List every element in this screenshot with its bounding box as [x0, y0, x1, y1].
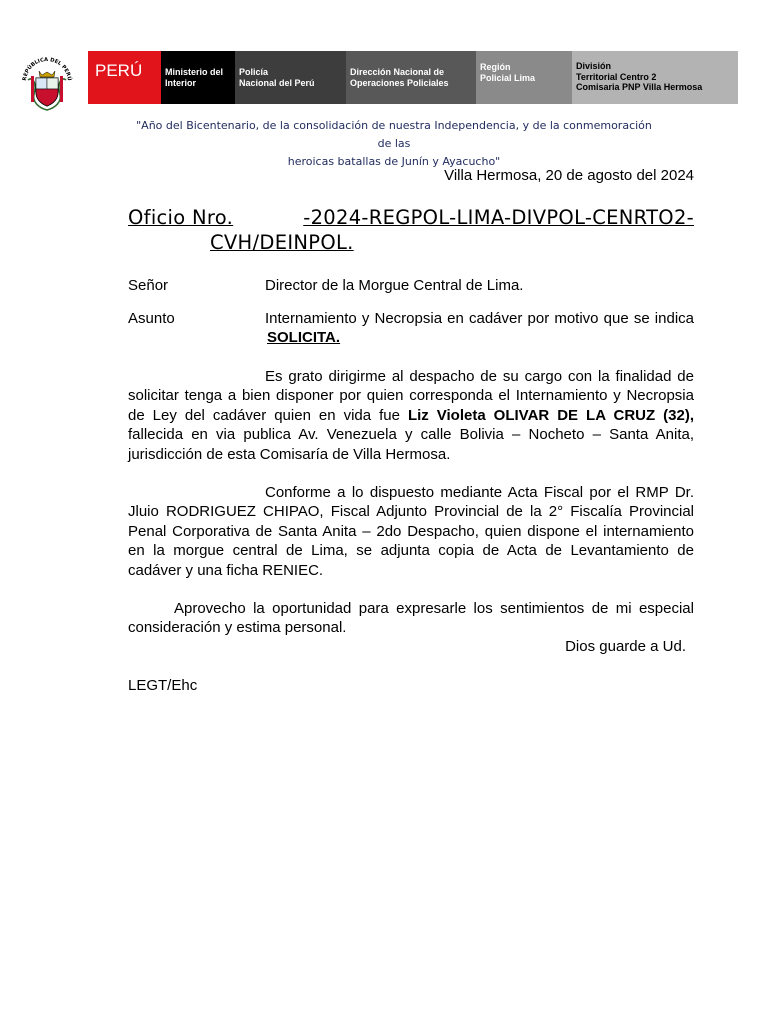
asunto-text: Internamiento y Necropsia en cadáver por motivo que se indica — [265, 310, 694, 327]
header-division-line3: Comisaria PNP Villa Hermosa — [576, 82, 703, 92]
body-paragraph-2 — [128, 483, 694, 580]
header-ministerio-line2: Interior — [165, 77, 197, 88]
body-paragraph-3 — [128, 599, 694, 638]
header-peru-block — [88, 51, 161, 104]
header-ministerio-line1: Ministerio del — [165, 67, 224, 77]
header-division-line2: Territorial Centro 2 — [576, 71, 657, 82]
header-direccion-line1: Dirección Nacional de — [350, 67, 445, 77]
slogan-line2: heroicas batallas de Junín y Ayacucho" — [287, 155, 501, 168]
senor-label: Señor — [128, 277, 169, 294]
closing-line: Dios guarde a Ud. — [565, 638, 686, 655]
header-peru-label: PERÚ — [95, 61, 143, 80]
body-paragraph-1 — [128, 367, 694, 464]
header-policia-block — [235, 51, 346, 104]
p1-text-b: fallecida en via publica Av. Venezuela y calle Bolivia – Nocheto – Santa Anita, jurisdicción de esta Comisaría de Villa Hermosa. — [128, 426, 694, 463]
header-region-line1: Región — [480, 62, 511, 72]
oficio-number-part1: -2024-REGPOL-LIMA-DIVPOL-CENRTO2- — [303, 206, 694, 229]
oficio-number — [128, 205, 694, 255]
asunto-value — [265, 309, 694, 348]
seal-text: REPÚBLICA DEL PERÚ — [21, 56, 73, 82]
asunto-action: SOLICITA. — [267, 329, 341, 347]
oficio-label: Oficio Nro. — [128, 206, 234, 229]
p1-text-a: Es grato dirigirme al despacho de su cargo con la finalidad de solicitar tenga a bien disponer por quien corresponda el Internamiento y Necropsia de Ley del cadáver quien en vida fue — [128, 368, 694, 424]
header-division-block — [572, 51, 738, 104]
header-direccion-block — [346, 51, 476, 104]
reference-initials: LEGT/Ehc — [128, 677, 198, 694]
header-region-block — [476, 51, 572, 104]
oficio-number-part2: CVH/DEINPOL. — [210, 231, 354, 254]
year-slogan — [128, 117, 660, 171]
header-ministerio-block — [161, 51, 235, 104]
date-line: Villa Hermosa, 20 de agosto del 2024 — [444, 167, 694, 184]
p2-text: Conforme a lo dispuesto mediante Acta Fiscal por el RMP Dr. Jluio RODRIGUEZ CHIPAO, Fiscal Adjunto Provincial de la 2° Fiscalía Provincial Penal Corporativa de Santa Anita – 2do Despacho, quien dispone el internamiento en la morgue central de Lima, se adjunta copia de Acta de Levantamiento de cadáver y una ficha RENIEC. — [128, 484, 694, 579]
senor-value: Director de la Morgue Central de Lima. — [265, 277, 524, 294]
header-division-line1: División — [576, 61, 612, 71]
deceased-name: Liz Violeta OLIVAR DE LA CRUZ (32), — [407, 406, 694, 424]
p3-text: Aprovecho la oportunidad para expresarle los sentimientos de mi especial consideración y estima personal. — [128, 600, 694, 637]
header-region-line2: Policial Lima — [480, 72, 536, 83]
header-direccion-line2: Operaciones Policiales — [350, 77, 449, 88]
peru-coat-of-arms-seal — [18, 52, 76, 114]
svg-text:REPÚBLICA DEL PERÚ — [22, 57, 73, 81]
asunto-label: Asunto — [128, 310, 175, 327]
slogan-line1: "Año del Bicentenario, de la consolidación de nuestra Independencia, y de la conmemoración de las — [136, 119, 652, 150]
header-policia-line1: Policía — [239, 67, 269, 77]
header-policia-line2: Nacional del Perú — [239, 77, 315, 88]
